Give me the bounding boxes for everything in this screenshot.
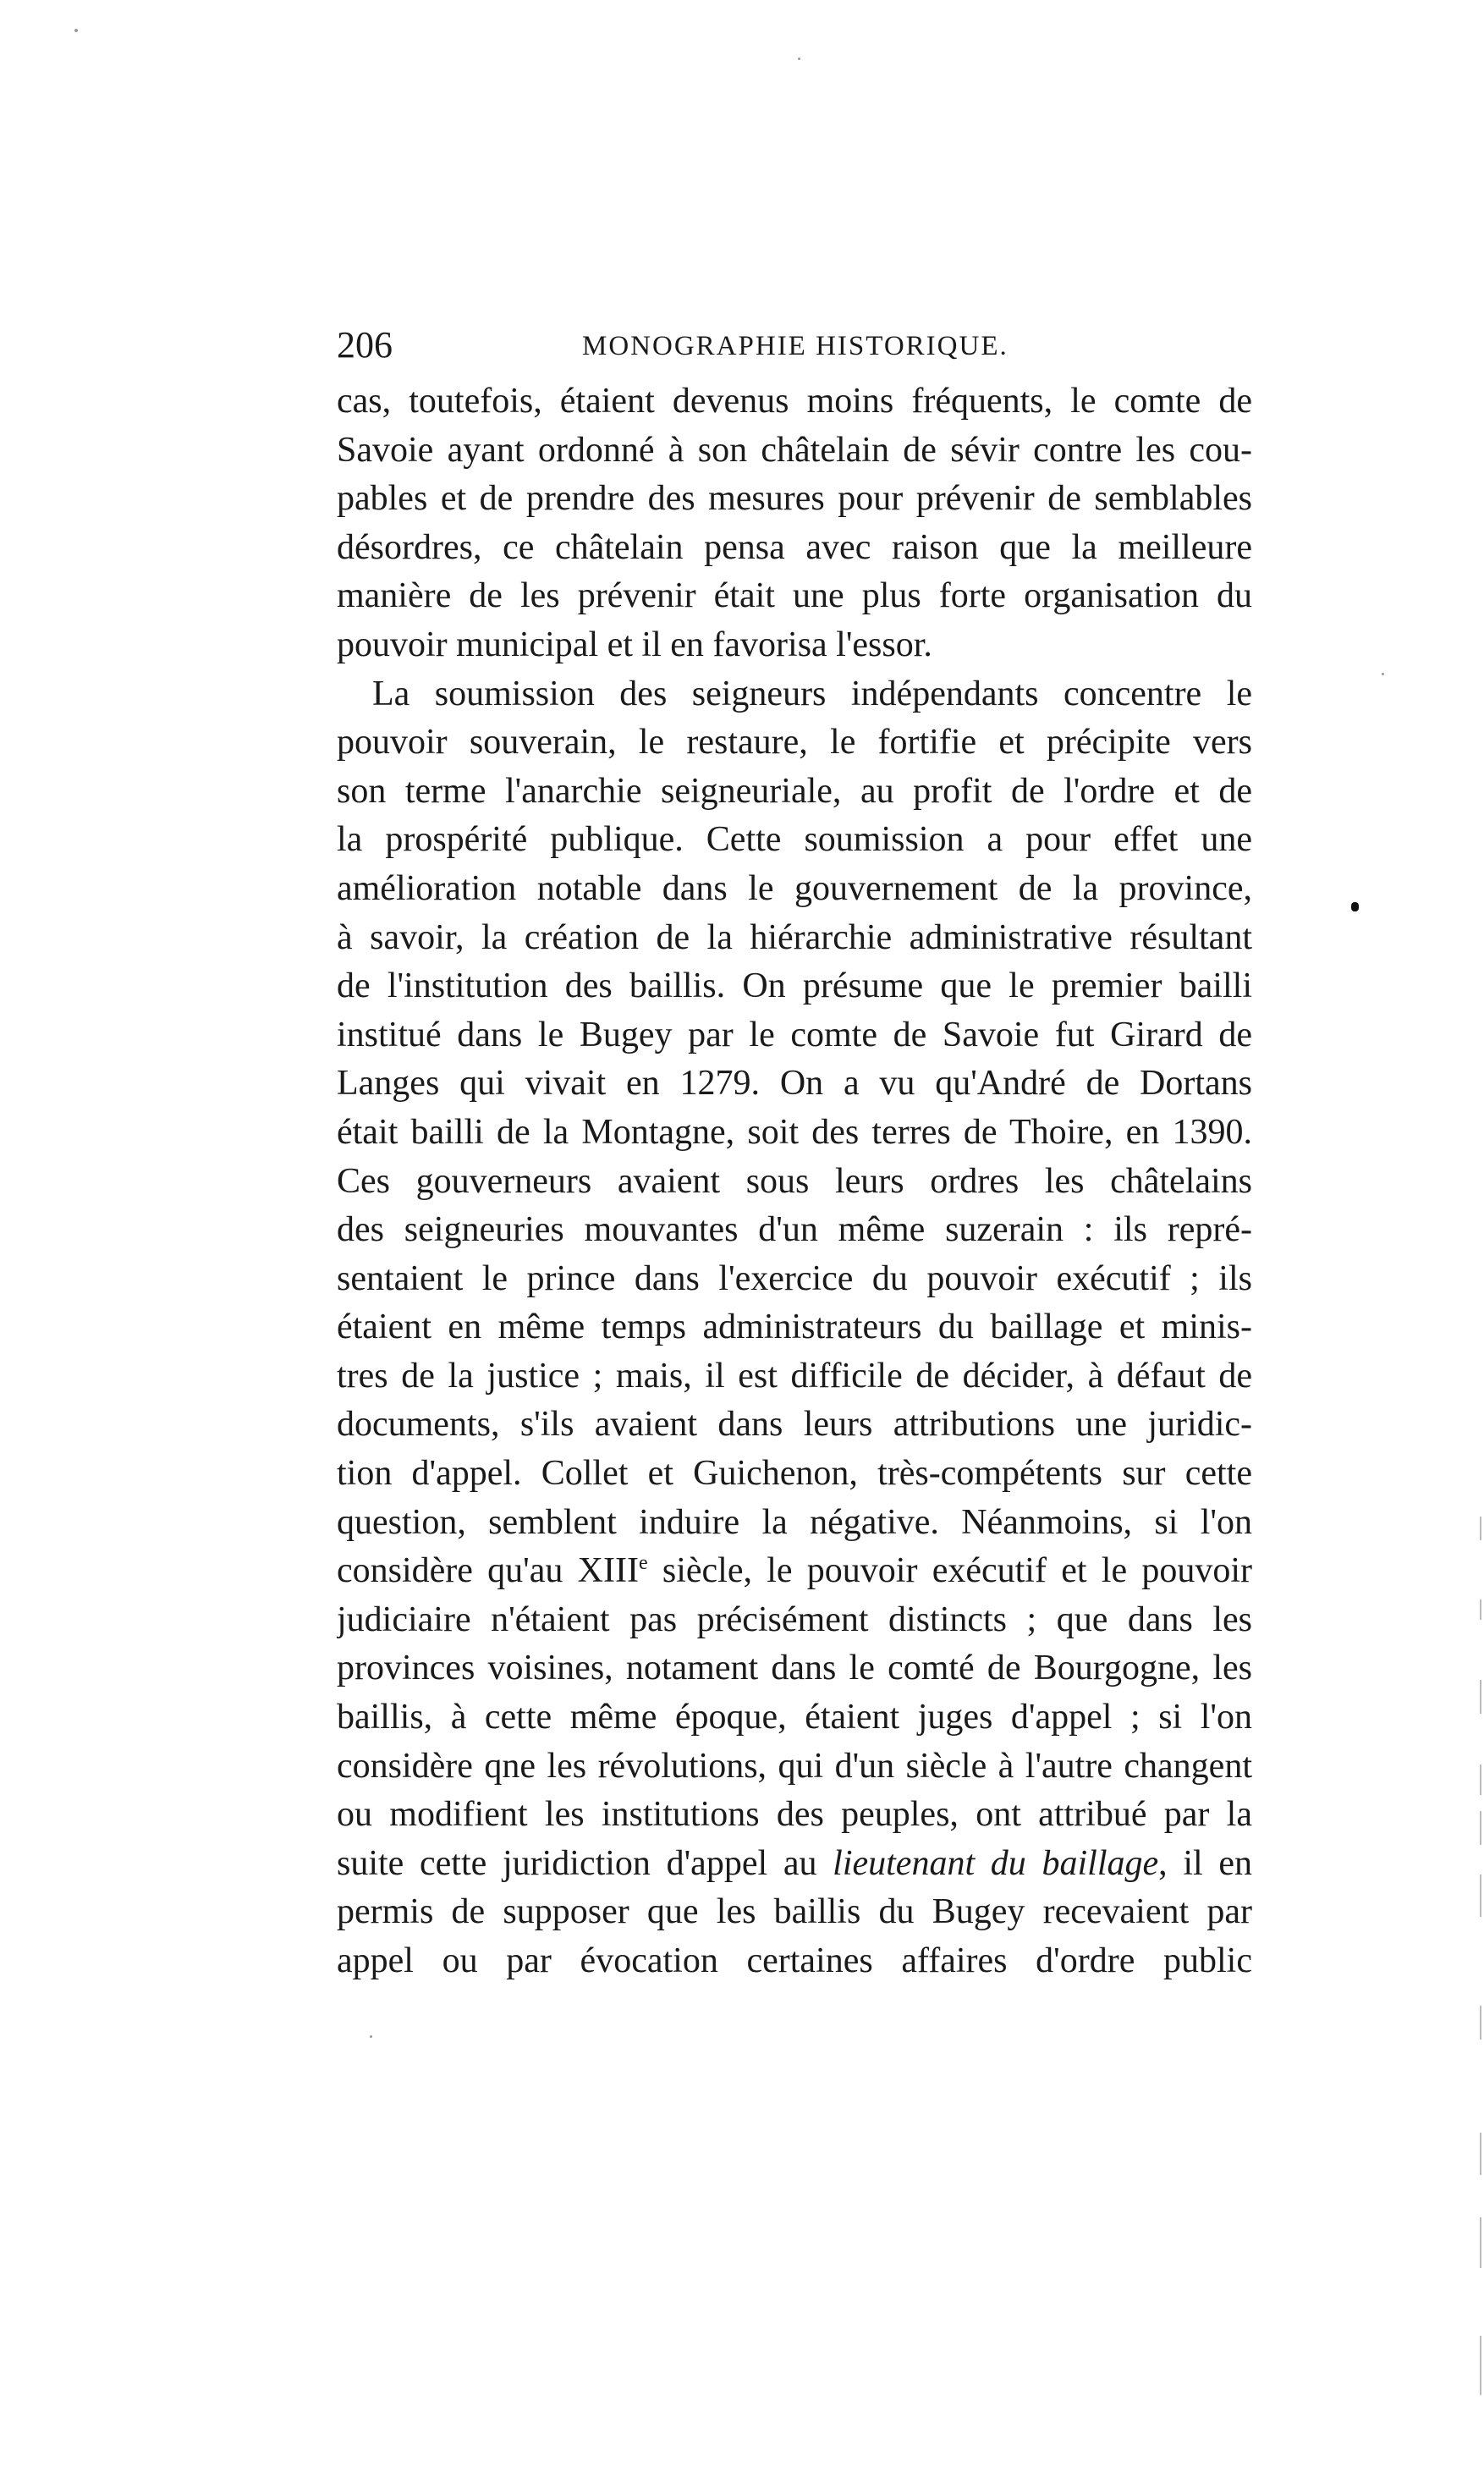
text-line: ou modifient les institutions des peuples, ont attribué par la [337,1795,1252,1835]
text-line: pables et de prendre des mesures pour prévenir de semblables [337,479,1252,519]
paper-speck [798,58,800,60]
text-line: Langes qui vivait en 1279. On a vu qu'André de Dortans [337,1064,1252,1104]
text-line: documents, s'ils avaient dans leurs attributions une juridic- [337,1405,1252,1445]
scan-edge-mark [1480,2006,1481,2040]
running-title: MONOGRAPHIE HISTORIQUE. [582,331,1009,361]
text-line: manière de les prévenir était une plus forte organisation du [337,576,1252,616]
text-line: question, semblent induire la négative. Néanmoins, si l'on [337,1502,1252,1542]
italic-phrase: lieutenant du baillage [833,1843,1159,1883]
text-line: appel ou par évocation certaines affaires d'ordre public [337,1941,1252,1980]
scan-edge-mark [1480,1680,1481,1714]
text-segment: , il en [1158,1843,1252,1883]
scan-edge-mark [1480,2133,1481,2175]
text-segment: considère qu'au [337,1551,578,1591]
text-line: était bailli de la Montagne, soit des terres de Thoire, en 1390. [337,1112,1252,1152]
page-number: 206 [337,324,393,366]
text-line: permis de supposer que les baillis du Bugey recevaient par [337,1892,1252,1932]
running-head [337,320,1252,371]
paper-speck [74,29,78,32]
text-line: tion d'appel. Collet et Guichenon, très-compétents sur cette [337,1454,1252,1494]
text-segment: siècle, le pouvoir exécutif et le pouvoir [647,1551,1252,1591]
text-line: désordres, ce châtelain pensa avec raison que la meilleure [337,527,1252,567]
paper-speck [370,2035,372,2038]
superscript: e [638,1552,648,1575]
text-line: pouvoir souverain, le restaure, le fortifie et précipite vers [337,723,1252,763]
text-line: considère qne les révolutions, qui d'un siècle à l'autre changent [337,1746,1252,1786]
text-line-italic [337,1840,1252,1889]
text-line: son terme l'anarchie seigneuriale, au profit de l'ordre et de [337,771,1252,811]
text-line: baillis, à cette même époque, étaient juges d'appel ; si l'on [337,1698,1252,1737]
text-line: judiciaire n'étaient pas précisément distincts ; que dans les [337,1599,1252,1639]
text-line: amélioration notable dans le gouvernement de la province, [337,868,1252,908]
text-line: pouvoir municipal et il en favorisa l'essor. [337,625,932,664]
scan-edge-mark [1480,1599,1481,1620]
body-text [337,377,1252,1986]
text-line: à savoir, la création de la hiérarchie administrative résultant [337,917,1252,957]
ink-blot [1351,902,1359,911]
scan-edge-mark [1480,1811,1481,1845]
text-line: de l'institution des baillis. On présume que le premier bailli [337,966,1252,1006]
paper-speck [1382,673,1384,675]
scan-edge-mark [1480,2336,1481,2395]
text-line: étaient en même temps administrateurs du baillage et minis- [337,1308,1252,1347]
text-line: provinces voisines, notament dans le comté de Bourgogne, les [337,1649,1252,1688]
text-line: sentaient le prince dans l'exercice du pouvoir exécutif ; ils [337,1258,1252,1298]
text-line: Savoie ayant ordonné à son châtelain de sévir contre les cou- [337,430,1252,470]
text-line: tres de la justice ; mais, il est difficile de décider, à défaut de [337,1356,1252,1396]
text-line: Ces gouverneurs avaient sous leurs ordres les châtelains [337,1161,1252,1201]
text-line: institué dans le Bugey par le comte de Savoie fut Girard de [337,1015,1252,1054]
scan-edge-mark [1480,1765,1481,1795]
text-segment: suite cette juridiction d'appel au [337,1843,833,1883]
text-line: La soumission des seigneurs indépendants concentre le [372,674,1252,713]
scan-edge-mark [1480,1517,1481,1540]
scan-edge-mark [1480,1875,1481,1917]
text-line: la prospérité publique. Cette soumission a pour effet une [337,820,1252,860]
century-numeral: XIII [577,1551,639,1591]
text-line-xiii [337,1547,1252,1596]
text-line: cas, toutefois, étaient devenus moins fréquents, le comte de [337,382,1252,421]
text-line: des seigneuries mouvantes d'un même suzerain : ils repré- [337,1210,1252,1250]
scan-edge-mark [1480,2217,1481,2268]
